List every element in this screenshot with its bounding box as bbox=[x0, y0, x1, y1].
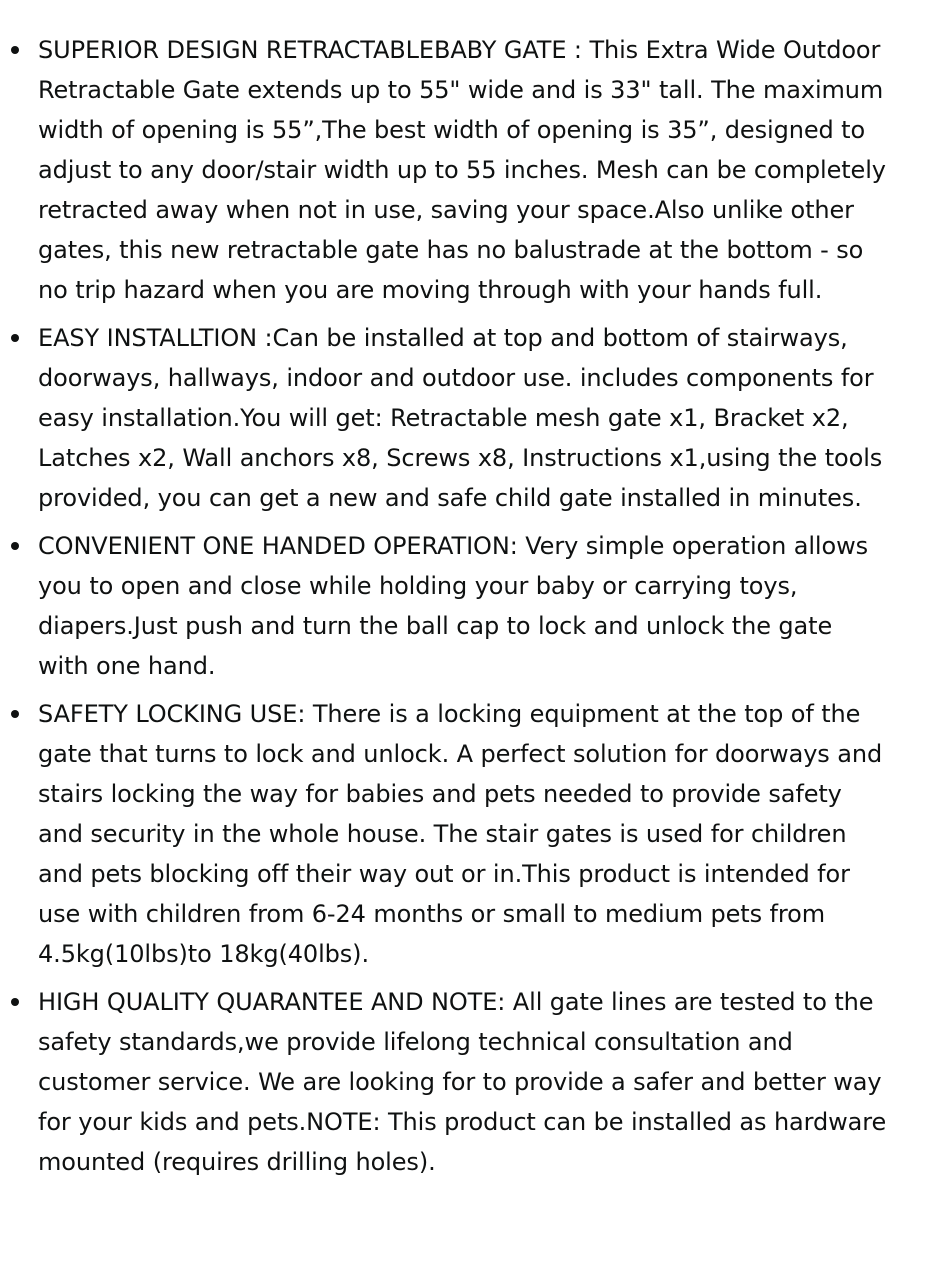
bullet-dot-icon bbox=[11, 710, 19, 718]
feature-bullet bbox=[0, 318, 928, 518]
feature-bullet bbox=[0, 526, 928, 686]
feature-bullet-text: CONVENIENT ONE HANDED OPERATION: Very simple operation allows you to open and close while holding your baby or carrying toys, diapers.Just push and turn the ball cap to lock and unlock the gate with one hand. bbox=[38, 532, 868, 680]
feature-bullet bbox=[0, 982, 928, 1182]
feature-bullet bbox=[0, 30, 928, 310]
feature-bullet-text: EASY INSTALLTION :Can be installed at top and bottom of stairways, doorways, hallways, indoor and outdoor use. includes components for easy installation.You will get: Retractable mesh gate x1, Bracket x2, Latches x2, Wall anchors x8, Screws x8, Instructions x1,using the tools provided, you can get a new and safe child gate installed in minutes. bbox=[38, 324, 883, 512]
bullet-dot-icon bbox=[11, 542, 19, 550]
bullet-dot-icon bbox=[11, 334, 19, 342]
feature-bullet-text: SAFETY LOCKING USE: There is a locking equipment at the top of the gate that turns to lock and unlock. A perfect solution for doorways and stairs locking the way for babies and pets needed to provide safety and security in the whole house. The stair gates is used for children and pets blocking off their way out or in.This product is intended for use with children from 6-24 months or small to medium pets from 4.5kg(10lbs)to 18kg(40lbs). bbox=[38, 700, 883, 968]
feature-bullet-text: SUPERIOR DESIGN RETRACTABLEBABY GATE : This Extra Wide Outdoor Retractable Gate extends up to 55" wide and is 33" tall. The maximum width of opening is 55”,The best width of opening is 35”, designed to adjust to any door/stair width up to 55 inches. Mesh can be completely retracted away when not in use, saving your space.Also unlike other gates, this new retractable gate has no balustrade at the bottom - so no trip hazard when you are moving through with your hands full. bbox=[38, 36, 886, 304]
feature-bullet bbox=[0, 694, 928, 974]
feature-bullet-text: HIGH QUALITY QUARANTEE AND NOTE: All gate lines are tested to the safety standards,we provide lifelong technical consultation and customer service. We are looking for to provide a safer and better way for your kids and pets.NOTE: This product can be installed as hardware mounted (requires drilling holes). bbox=[38, 988, 887, 1176]
bullet-dot-icon bbox=[11, 46, 19, 54]
bullet-dot-icon bbox=[11, 998, 19, 1006]
